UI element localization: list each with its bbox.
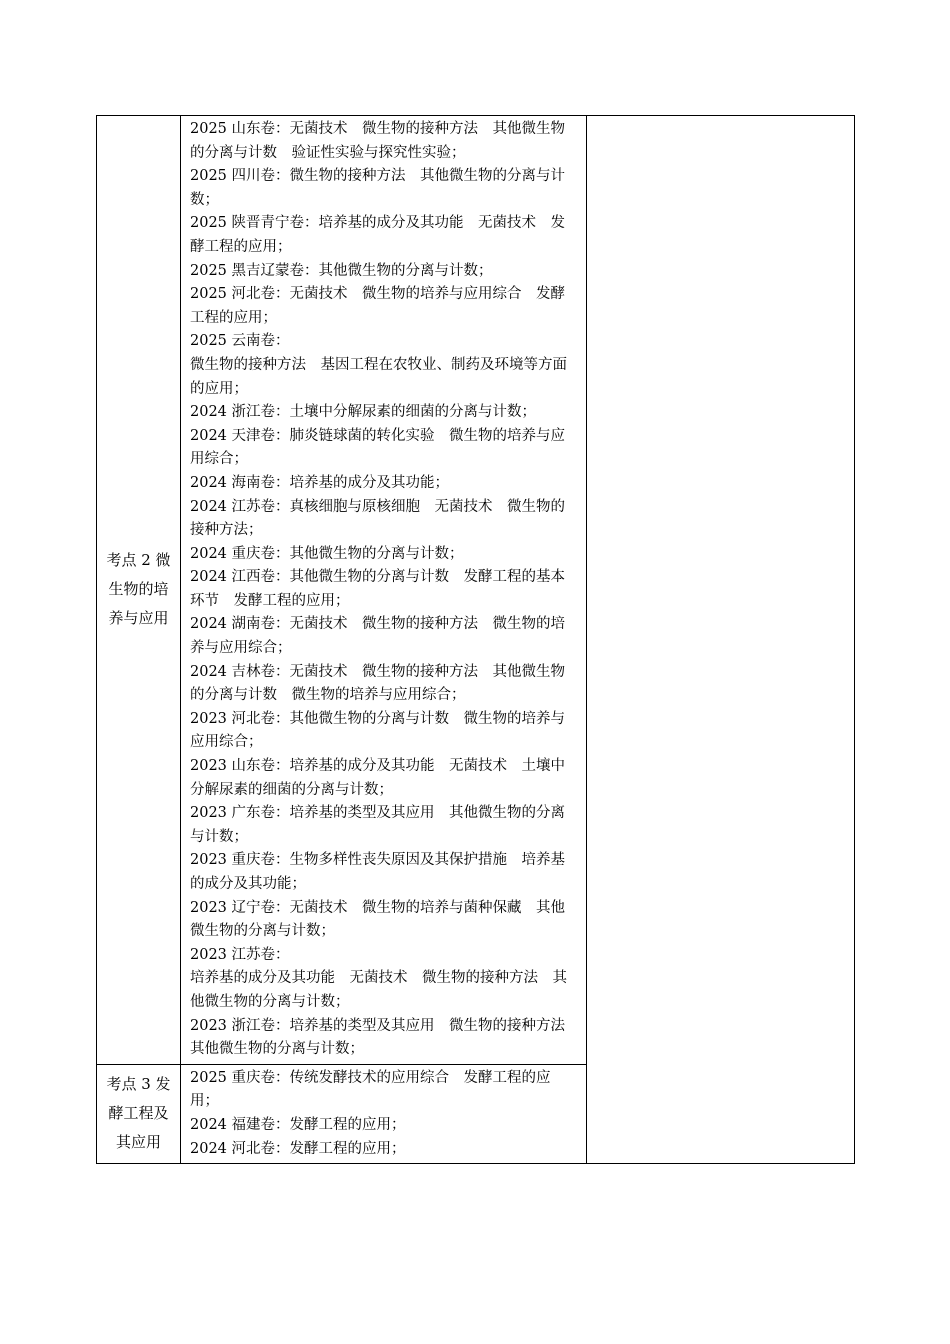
topic-cell: [97, 116, 181, 1065]
exam-item: 2024 海南卷：培养基的成分及其功能；: [190, 474, 450, 491]
exam-item: 2025 云南卷：: [190, 333, 290, 350]
exam-item: 2025 河北卷：无菌技术 微生物的培养与应用综合 发酵工程的应用；: [190, 286, 566, 326]
exam-items-cell: [181, 1064, 587, 1163]
topic-label: 考点 2 微生物的培养与应用: [106, 551, 171, 628]
exam-item: 2024 江苏卷：真核细胞与原核细胞 无菌技术 微生物的接种方法；: [190, 498, 566, 539]
exam-item: 微生物的接种方法 基因工程在农牧业、制药及环境等方面的应用；: [190, 356, 567, 397]
exam-item: 2024 江西卷：其他微生物的分离与计数 发酵工程的基本环节 发酵工程的应用；: [190, 569, 566, 609]
exam-items-cell: [181, 116, 587, 1065]
exam-items-list: [181, 116, 586, 1064]
exam-item: 2023 重庆卷：生物多样性丧失原因及其保护措施 培养基的成分及其功能；: [190, 852, 566, 892]
exam-items-list: [181, 1065, 586, 1163]
exam-item: 2025 陕晋青宁卷：培养基的成分及其功能 无菌技术 发酵工程的应用；: [190, 215, 566, 255]
exam-item: 2024 浙江卷：土壤中分解尿素的细菌的分离与计数；: [190, 404, 537, 421]
exam-item: 2025 黑吉辽蒙卷：其他微生物的分离与计数；: [190, 262, 493, 279]
exam-item: 2024 福建卷：发酵工程的应用；: [190, 1116, 406, 1133]
notes-cell: [587, 116, 855, 1164]
exam-item: 2023 山东卷：培养基的成分及其功能 无菌技术 土壤中分解尿素的细菌的分离与计数；: [190, 758, 566, 798]
exam-topic-table: [96, 115, 855, 1164]
exam-item: 2024 天津卷：肺炎链球菌的转化实验 微生物的培养与应用综合；: [190, 427, 566, 468]
exam-item: 2024 河北卷：发酵工程的应用；: [190, 1140, 406, 1157]
exam-item: 2024 重庆卷：其他微生物的分离与计数；: [190, 545, 464, 562]
table-row: [97, 116, 855, 1065]
exam-item: 2025 四川卷：微生物的接种方法 其他微生物的分离与计数；: [190, 168, 566, 208]
exam-item: 2023 江苏卷：: [190, 946, 290, 963]
exam-item: 2025 山东卷：无菌技术 微生物的接种方法 其他微生物的分离与计数 验证性实验与探究性实验；: [190, 121, 566, 161]
exam-item: 培养基的成分及其功能 无菌技术 微生物的接种方法 其他微生物的分离与计数；: [190, 970, 567, 1010]
exam-item: 2023 浙江卷：培养基的类型及其应用 微生物的接种方法 其他微生物的分离与计数；: [190, 1017, 580, 1058]
exam-item: 2023 广东卷：培养基的类型及其应用 其他微生物的分离与计数；: [190, 805, 566, 845]
exam-item: 2025 重庆卷：传统发酵技术的应用综合 发酵工程的应用；: [190, 1069, 551, 1110]
exam-item: 2023 辽宁卷：无菌技术 微生物的培养与菌种保藏 其他微生物的分离与计数；: [190, 899, 566, 940]
topic-label: 考点 3 发酵工程及其应用: [106, 1075, 171, 1152]
exam-item: 2024 吉林卷：无菌技术 微生物的接种方法 其他微生物的分离与计数 微生物的培养与应用综合；: [190, 663, 566, 704]
exam-item: 2023 河北卷：其他微生物的分离与计数 微生物的培养与应用综合；: [190, 710, 566, 751]
exam-item: 2024 湖南卷：无菌技术 微生物的接种方法 微生物的培养与应用综合；: [190, 616, 566, 657]
topic-cell: [97, 1064, 181, 1163]
